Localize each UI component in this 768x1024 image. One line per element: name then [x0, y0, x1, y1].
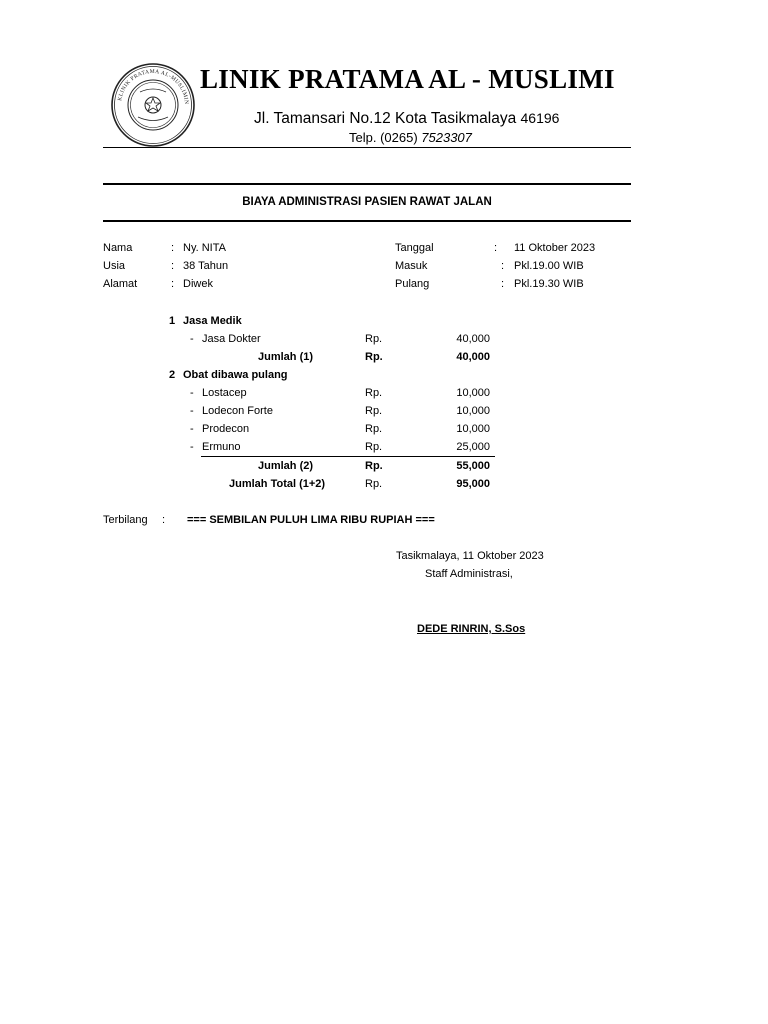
subtotal1-currency: Rp.: [365, 351, 383, 363]
item-jasa-dokter: Jasa Dokter: [202, 333, 261, 345]
alamat-label: Alamat: [103, 278, 138, 290]
subtotal-divider: [201, 456, 495, 457]
title-top-rule: [103, 183, 631, 185]
alamat-value: Diwek: [183, 278, 213, 290]
section2-title: Obat dibawa pulang: [183, 369, 288, 381]
signature-name: DEDE RINRIN, S.Sos: [417, 623, 526, 635]
terbilang-colon: :: [162, 514, 166, 526]
clinic-logo: [110, 62, 196, 148]
terbilang-label: Terbilang: [103, 514, 148, 526]
section2-number: 2: [169, 369, 176, 381]
item-lodecon-forte: Lodecon Forte: [202, 405, 273, 417]
phone-prefix: Telp. (0265): [349, 130, 418, 145]
nama-label: Nama: [103, 242, 133, 254]
usia-value: 38 Tahun: [183, 260, 229, 272]
logo-ring-text: KLINIK PRATAMA AL-MUSLIMIN: [117, 68, 190, 105]
terbilang-value: === SEMBILAN PULUH LIMA RIBU RUPIAH ===: [187, 514, 435, 526]
masuk-value: Pkl.19.00 WIB: [514, 260, 584, 272]
pulang-label: Pulang: [395, 278, 430, 290]
item-currency: Rp.: [365, 423, 383, 435]
section1-title: Jasa Medik: [183, 315, 242, 327]
item-ermuno-amount: 25,000: [456, 441, 490, 453]
title-bottom-rule: [103, 220, 631, 222]
pulang-colon: :: [501, 278, 505, 290]
item-currency: Rp.: [365, 405, 383, 417]
item-currency: Rp.: [365, 441, 383, 453]
address-zip: 46196: [520, 110, 560, 126]
address-text: Jl. Tamansari No.12 Kota Tasikmalaya: [254, 110, 517, 127]
pulang-value: Pkl.19.30 WIB: [514, 278, 584, 290]
masuk-colon: :: [501, 260, 505, 272]
clinic-name: LINIK PRATAMA AL - MUSLIMI: [200, 64, 615, 94]
tanggal-value: 11 Oktober 2023: [514, 242, 596, 254]
tanggal-colon: :: [494, 242, 498, 254]
item-lostacep: Lostacep: [202, 387, 247, 399]
item-currency: Rp.: [365, 387, 383, 399]
masuk-label: Masuk: [395, 260, 428, 272]
item-lostacep-amount: 10,000: [456, 387, 490, 399]
nama-value: Ny. NITA: [183, 242, 226, 254]
subtotal2-amount: 55,000: [456, 460, 490, 472]
item-dash: -: [190, 405, 194, 417]
total-amount: 95,000: [456, 478, 490, 490]
item-dash: -: [190, 423, 194, 435]
section1-number: 1: [169, 315, 176, 327]
subtotal2-label: Jumlah (2): [258, 460, 314, 472]
total-label: Jumlah Total (1+2): [229, 478, 326, 490]
item-prodecon: Prodecon: [202, 423, 250, 435]
subtotal2-currency: Rp.: [365, 460, 383, 472]
tanggal-label: Tanggal: [395, 242, 434, 254]
clinic-phone: [349, 130, 472, 145]
usia-colon: :: [171, 260, 175, 272]
item-prodecon-amount: 10,000: [456, 423, 490, 435]
document-title: BIAYA ADMINISTRASI PASIEN RAWAT JALAN: [242, 196, 492, 208]
clinic-address: [254, 110, 559, 128]
subtotal1-amount: 40,000: [456, 351, 490, 363]
nama-colon: :: [171, 242, 175, 254]
signature-place-date: Tasikmalaya, 11 Oktober 2023: [396, 550, 544, 562]
item-dash: -: [190, 387, 194, 399]
phone-number: 7523307: [421, 130, 472, 145]
signature-role: Staff Administrasi,: [425, 568, 513, 580]
usia-label: Usia: [103, 260, 126, 272]
item-currency: Rp.: [365, 333, 383, 345]
subtotal1-label: Jumlah (1): [258, 351, 314, 363]
header-divider: [103, 147, 631, 148]
item-jasa-dokter-amount: 40,000: [456, 333, 490, 345]
item-dash: -: [190, 441, 194, 453]
item-dash: -: [190, 333, 194, 345]
item-ermuno: Ermuno: [202, 441, 241, 453]
item-lodecon-forte-amount: 10,000: [456, 405, 490, 417]
total-currency: Rp.: [365, 478, 383, 490]
alamat-colon: :: [171, 278, 175, 290]
